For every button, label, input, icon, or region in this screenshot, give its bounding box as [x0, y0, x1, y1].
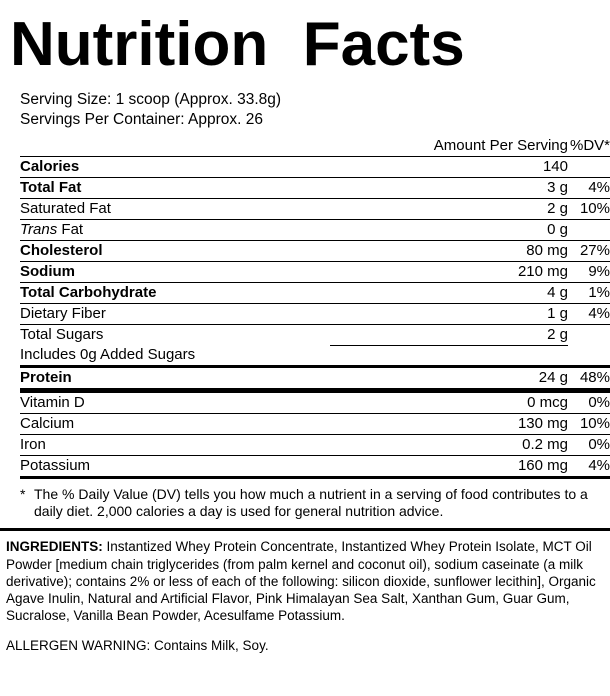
row-label: Sodium [20, 261, 330, 282]
row-label: Cholesterol [20, 240, 330, 261]
row-label: Calcium [20, 414, 330, 435]
row-label: Total Carbohydrate [20, 282, 330, 303]
trans-italic: Trans [20, 220, 58, 238]
row-dv [568, 345, 610, 367]
daily-value-footnote [20, 486, 590, 520]
row-amount: 210 mg [330, 261, 568, 282]
row-dv: 4% [568, 177, 610, 198]
serving-info [10, 90, 600, 130]
row-amount [330, 345, 568, 367]
header-amount-per-serving: Amount Per Serving [330, 136, 568, 157]
row-amount: 0 g [330, 219, 568, 240]
row-amount: 130 mg [330, 414, 568, 435]
row-label: Iron [20, 435, 330, 456]
table-header-row [20, 136, 610, 157]
table-row-iron [20, 435, 610, 456]
row-amount: 4 g [330, 282, 568, 303]
row-label [20, 219, 330, 240]
table-row-cholesterol [20, 240, 610, 261]
nutrition-table [20, 136, 610, 480]
row-amount: 1 g [330, 303, 568, 324]
row-dv: 1% [568, 282, 610, 303]
ingredients-section [6, 538, 604, 624]
table-row-protein [20, 367, 610, 391]
serving-size: Serving Size: 1 scoop (Approx. 33.8g) [20, 91, 282, 108]
row-amount: 0 mcg [330, 391, 568, 414]
allergen-warning: ALLERGEN WARNING: Contains Milk, Soy. [6, 637, 269, 653]
row-dv: 10% [568, 414, 610, 435]
row-amount: 2 g [330, 324, 568, 345]
table-row-total-fat [20, 177, 610, 198]
table-row-calories [20, 156, 610, 177]
table-row-sodium [20, 261, 610, 282]
row-label: Includes 0g Added Sugars [20, 345, 330, 367]
row-dv: 9% [568, 261, 610, 282]
row-label: Total Fat [20, 177, 330, 198]
row-dv: 4% [568, 303, 610, 324]
row-dv: 48% [568, 367, 610, 391]
header-percent-dv: %DV* [568, 136, 610, 157]
row-dv [568, 156, 610, 177]
row-label: Total Sugars [20, 326, 104, 344]
row-label: Saturated Fat [20, 198, 330, 219]
row-amount: 80 mg [330, 240, 568, 261]
ingredients-text: Instantized Whey Protein Concentrate, Instantized Whey Protein Isolate, MCT Oil Powder [medium chain triglycerides (from palm kernel and coconut oil), sodium caseinate (a milk derivative); contains 2% or less of each of the following: silicon dioxide, sunflower lecithin], Organic Agave Inulin, Natural and Artificial Flavor, Pink Himalayan Sea Salt, Xanthan Gum, Guar Gum, Sucralose, Vanilla Bean Powder, Acesulfame Potassium. [6, 539, 596, 624]
page-title: Nutrition Facts [10, 10, 465, 79]
trans-suffix: Fat [57, 220, 84, 238]
table-row-saturated-fat [20, 198, 610, 219]
table-row-total-sugars [20, 324, 610, 345]
row-label: Protein [20, 367, 330, 391]
row-dv: 10% [568, 198, 610, 219]
row-dv: 27% [568, 240, 610, 261]
table-row-total-carbohydrate [20, 282, 610, 303]
table-row-calcium [20, 414, 610, 435]
row-amount: 24 g [330, 367, 568, 391]
row-label: Dietary Fiber [20, 303, 330, 324]
row-dv: 4% [568, 456, 610, 478]
footnote-asterisk: * [20, 486, 26, 503]
row-label: Vitamin D [20, 391, 330, 414]
row-amount: 0.2 mg [330, 435, 568, 456]
table-row-potassium [20, 456, 610, 478]
row-dv: 0% [568, 435, 610, 456]
table-row-trans-fat [20, 219, 610, 240]
row-label: Calories [20, 156, 330, 177]
row-amount: 3 g [330, 177, 568, 198]
row-dv [568, 219, 610, 240]
servings-per-container: Servings Per Container: Approx. 26 [20, 110, 263, 128]
header-spacer [20, 136, 330, 157]
ingredients-heading: INGREDIENTS: [6, 539, 103, 555]
section-divider [0, 528, 610, 531]
table-row-vitamin-d [20, 391, 610, 414]
table-row-dietary-fiber [20, 303, 610, 324]
row-dv [568, 324, 610, 345]
table-row-added-sugars [20, 345, 610, 367]
row-amount: 2 g [330, 198, 568, 219]
row-label: Potassium [20, 456, 330, 478]
row-amount: 140 [330, 156, 568, 177]
row-amount: 160 mg [330, 456, 568, 478]
row-dv: 0% [568, 391, 610, 414]
footnote-text: The % Daily Value (DV) tells you how much a nutrient in a serving of food contributes to a daily diet. 2,000 calories a day is used for general nutrition advice. [34, 486, 588, 520]
